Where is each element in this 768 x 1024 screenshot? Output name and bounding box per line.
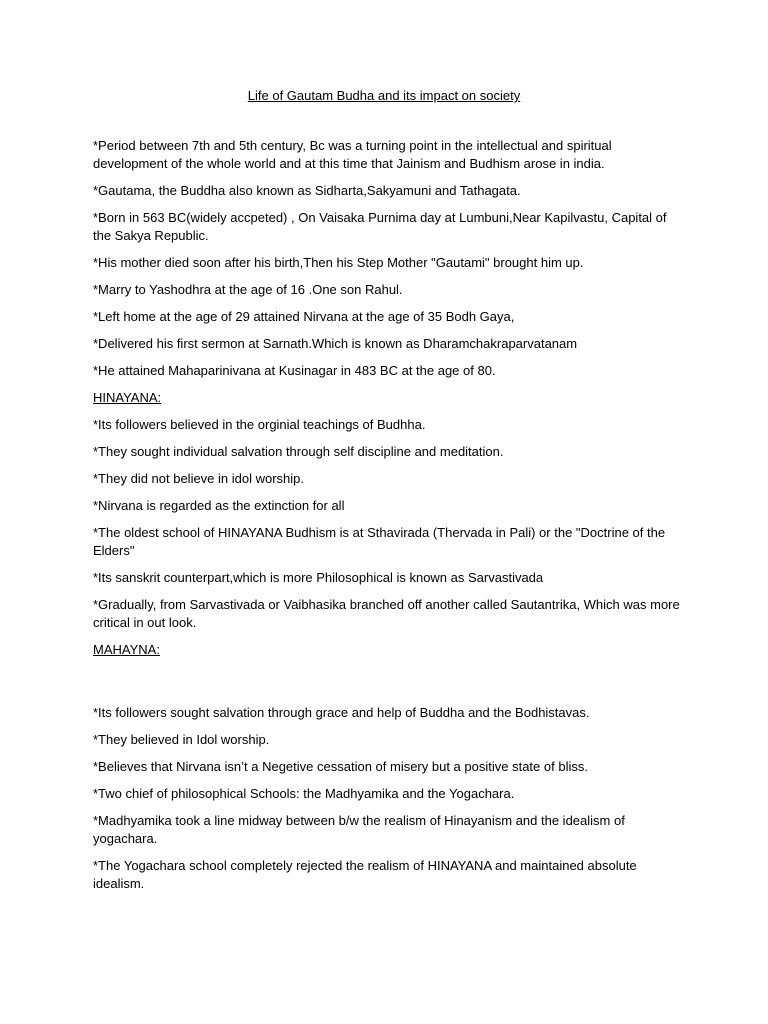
hinayana-point: *Its followers believed in the orginial teachings of Budhha.: [93, 417, 426, 432]
hinayana-heading: HINAYANA:: [93, 390, 162, 405]
intro-paragraph: *Left home at the age of 29 attained Nirvana at the age of 35 Bodh Gaya,: [93, 309, 515, 324]
intro-paragraph: *Gautama, the Buddha also known as Sidharta,Sakyamuni and Tathagata.: [93, 183, 521, 198]
mahayana-point: *Believes that Nirvana isn’t a Negetive cessation of misery but a positive state of bliss.: [93, 759, 588, 774]
document-body: [93, 137, 683, 902]
mahayana-point: *The Yogachara school completely rejected the realism of HINAYANA and maintained absolute idealism.: [93, 858, 637, 891]
mahayana-heading: MAHAYNA:: [93, 642, 160, 657]
hinayana-point: *Its sanskrit counterpart,which is more Philosophical is known as Sarvastivada: [93, 570, 544, 585]
intro-paragraph: *He attained Mahaparinivana at Kusinagar in 483 BC at the age of 80.: [93, 363, 496, 378]
hinayana-point: *Nirvana is regarded as the extinction for all: [93, 498, 345, 513]
mahayana-point: *Its followers sought salvation through grace and help of Buddha and the Bodhistavas.: [93, 705, 590, 720]
mahayana-point: *They believed in Idol worship.: [93, 732, 270, 747]
hinayana-point: *They sought individual salvation through self discipline and meditation.: [93, 444, 504, 459]
mahayana-point: *Madhyamika took a line midway between b/w the realism of Hinayanism and the idealism of yogachara.: [93, 813, 625, 846]
hinayana-point: *They did not believe in idol worship.: [93, 471, 305, 486]
intro-paragraph: *His mother died soon after his birth,Then his Step Mother "Gautami" brought him up.: [93, 255, 584, 270]
intro-paragraph: *Period between 7th and 5th century, Bc was a turning point in the intellectual and spiritual development of the whole world and at this time that Jainism and Budhism arose in india.: [93, 138, 612, 171]
document-title: Life of Gautam Budha and its impact on society: [247, 88, 521, 103]
mahayana-point: *Two chief of philosophical Schools: the Madhyamika and the Yogachara.: [93, 786, 515, 801]
intro-paragraph: *Delivered his first sermon at Sarnath.Which is known as Dharamchakraparvatanam: [93, 336, 578, 351]
hinayana-point: *The oldest school of HINAYANA Budhism is at Sthavirada (Thervada in Pali) or the "Doctrine of the Elders": [93, 525, 666, 558]
hinayana-point: *Gradually, from Sarvastivada or Vaibhasika branched off another called Sautantrika, Which was more critical in out look.: [93, 597, 680, 630]
intro-paragraph: *Born in 563 BC(widely accpeted) , On Vaisaka Purnima day at Lumbuni,Near Kapilvastu, Capital of the Sakya Republic.: [93, 210, 667, 243]
intro-paragraph: *Marry to Yashodhra at the age of 16 .One son Rahul.: [93, 282, 403, 297]
